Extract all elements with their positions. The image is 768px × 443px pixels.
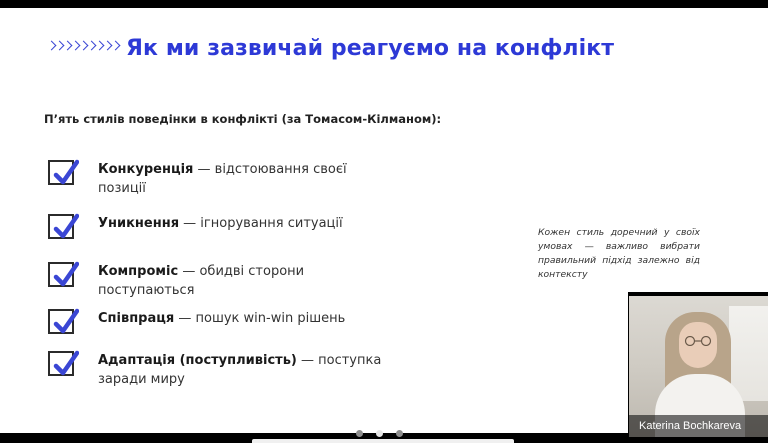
slide-subtitle: П’ять стилів поведінки в конфлікті (за Томасом-Кілманом): [44, 112, 442, 126]
item-term: Компроміс [98, 264, 179, 279]
item-description: — поступка заради миру [98, 353, 382, 387]
item-description: — відстоювання своєї позиції [98, 162, 347, 196]
list-item-text [98, 351, 398, 389]
item-description: — пошук win-win рішень [174, 311, 346, 326]
side-note: Кожен стиль доречний у своїх умовах — важливо вибрати правильний підхід залежно від контексту [538, 227, 700, 280]
item-description: — ігнорування ситуації [179, 216, 343, 231]
checkbox-checked-icon [48, 262, 74, 287]
pager-dot[interactable] [356, 430, 363, 437]
participant-video-tile[interactable] [628, 292, 768, 437]
item-term: Конкуренція [98, 162, 194, 177]
checkbox-checked-icon [48, 351, 74, 376]
participant-name: Katerina Bochkareva [629, 415, 768, 437]
pager-dot-active[interactable] [376, 430, 383, 437]
list-item [48, 351, 398, 389]
item-term: Уникнення [98, 216, 180, 231]
chevrons-decoration [48, 42, 119, 49]
list-item-text [98, 214, 398, 233]
bottom-toolbar-edge [252, 439, 514, 443]
list-item [48, 160, 398, 198]
checkbox-checked-icon [48, 309, 74, 334]
list-item-text [98, 309, 398, 328]
list-item [48, 309, 398, 334]
item-description: — обидві сторони поступаються [98, 264, 305, 298]
list-item-text [98, 262, 398, 300]
item-term: Адаптація (поступливість) [98, 353, 297, 368]
slide-pager [356, 430, 403, 437]
list-item-text [98, 160, 398, 198]
item-term: Співпраця [98, 311, 175, 326]
list-item [48, 214, 398, 239]
pager-dot[interactable] [396, 430, 403, 437]
slide-title: Як ми зазвичай реагуємо на конфлікт [126, 36, 615, 61]
list-item [48, 262, 398, 300]
glasses-icon [681, 336, 715, 346]
checkbox-checked-icon [48, 214, 74, 239]
checkbox-checked-icon [48, 160, 74, 185]
